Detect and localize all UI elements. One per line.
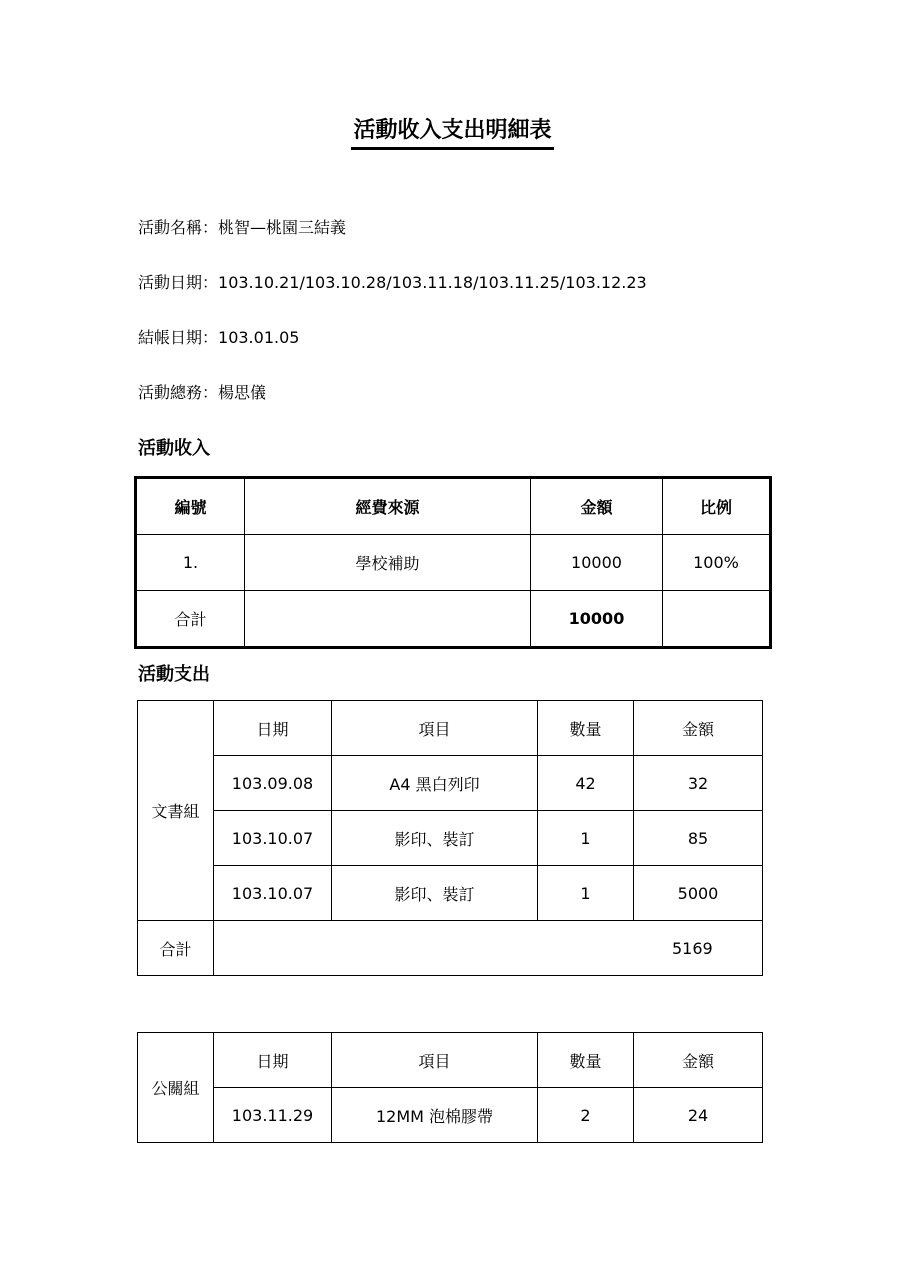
expense-total-value: 5169 [214, 921, 763, 976]
table-row [138, 756, 763, 811]
expense-total-label: 合計 [138, 921, 214, 976]
group-name-documents: 文書組 [138, 701, 214, 921]
expense-date: 103.10.07 [214, 811, 332, 866]
expense-header-row [138, 701, 763, 756]
table-row [138, 866, 763, 921]
expense-amount: 5000 [634, 866, 763, 921]
treasurer-value: 楊思儀 [218, 383, 267, 402]
info-settlement-date [138, 326, 299, 350]
header-qty: 數量 [538, 701, 634, 756]
header-amount: 金額 [634, 701, 763, 756]
table-row [138, 811, 763, 866]
expense-date: 103.10.07 [214, 866, 332, 921]
header-item: 項目 [332, 1033, 538, 1088]
expense-item: 影印、裝訂 [332, 866, 538, 921]
income-total-source [245, 591, 531, 648]
treasurer-label: 活動總務： [138, 383, 219, 402]
expense-total-row [138, 921, 763, 976]
expense-amount: 24 [634, 1088, 763, 1143]
activity-name-value: 桃智—桃園三結義 [218, 218, 347, 237]
info-treasurer [138, 381, 266, 405]
income-amount: 10000 [531, 535, 663, 591]
table-row [136, 535, 771, 591]
income-header-row [136, 478, 771, 535]
expense-date: 103.09.08 [214, 756, 332, 811]
income-header-no: 編號 [136, 478, 245, 535]
header-qty: 數量 [538, 1033, 634, 1088]
expense-qty: 1 [538, 866, 634, 921]
header-item: 項目 [332, 701, 538, 756]
header-date: 日期 [214, 1033, 332, 1088]
expense-table-documents [137, 700, 763, 976]
expense-date: 103.11.29 [214, 1088, 332, 1143]
income-header-ratio: 比例 [663, 478, 771, 535]
activity-date-label: 活動日期： [138, 273, 219, 292]
expense-amount: 32 [634, 756, 763, 811]
group-name-public-relations: 公關組 [138, 1033, 214, 1143]
table-row [138, 1088, 763, 1143]
income-total-ratio [663, 591, 771, 648]
activity-date-value: 103.10.21/103.10.28/103.11.18/103.11.25/103.12.23 [218, 273, 647, 292]
expense-item: 影印、裝訂 [332, 811, 538, 866]
page-title-text: 活動收入支出明細表 [351, 115, 553, 150]
expense-header-row [138, 1033, 763, 1088]
income-header-amount: 金額 [531, 478, 663, 535]
activity-name-label: 活動名稱： [138, 218, 219, 237]
expense-amount: 85 [634, 811, 763, 866]
expense-heading: 活動支出 [138, 664, 210, 685]
income-ratio: 100% [663, 535, 771, 591]
expense-qty: 42 [538, 756, 634, 811]
income-source: 學校補助 [245, 535, 531, 591]
income-heading: 活動收入 [138, 438, 210, 459]
expense-item: 12MM 泡棉膠帶 [332, 1088, 538, 1143]
income-total-label: 合計 [136, 591, 245, 648]
expense-qty: 1 [538, 811, 634, 866]
expense-table-public-relations [137, 1032, 763, 1143]
income-header-source: 經費來源 [245, 478, 531, 535]
page-title [0, 114, 905, 150]
income-total-row [136, 591, 771, 648]
info-activity-name [138, 216, 346, 240]
header-date: 日期 [214, 701, 332, 756]
income-no: 1. [136, 535, 245, 591]
expense-item: A4 黑白列印 [332, 756, 538, 811]
settlement-date-label: 結帳日期： [138, 328, 219, 347]
income-table [134, 476, 772, 649]
settlement-date-value: 103.01.05 [218, 328, 300, 347]
header-amount: 金額 [634, 1033, 763, 1088]
info-activity-date [138, 271, 647, 295]
expense-qty: 2 [538, 1088, 634, 1143]
income-total-amount: 10000 [531, 591, 663, 648]
